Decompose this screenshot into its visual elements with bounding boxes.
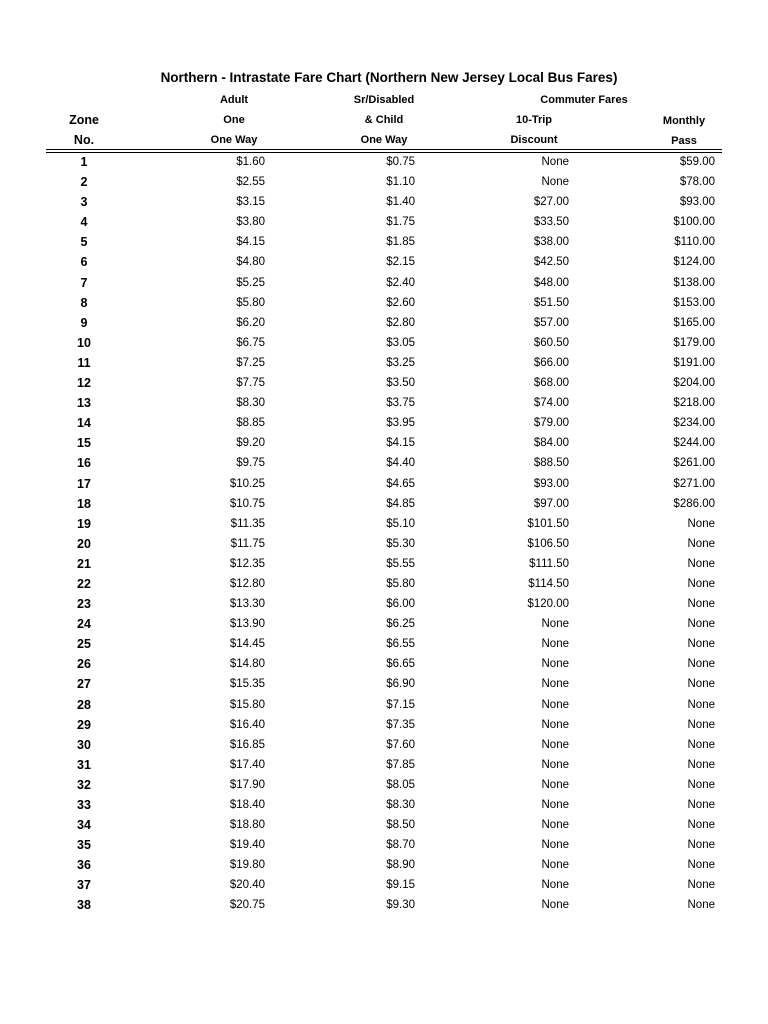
adult-one-way-fare: $13.30	[229, 598, 265, 611]
sr-child-one-way-fare: $3.75	[386, 397, 415, 410]
adult-one-way-fare: $17.90	[229, 778, 265, 791]
adult-one-way-fare: $4.80	[236, 256, 265, 269]
monthly-pass-fare: $78.00	[679, 176, 715, 189]
zone-number: 16	[77, 456, 91, 471]
ten-trip-fare: $33.50	[533, 216, 569, 229]
header-monthly-line2: Pass	[671, 135, 697, 147]
ten-trip-fare: None	[541, 839, 569, 852]
ten-trip-fare: $88.50	[533, 457, 569, 470]
ten-trip-fare: None	[541, 156, 569, 168]
adult-one-way-fare: $11.75	[230, 537, 265, 550]
monthly-pass-fare: None	[687, 778, 715, 791]
monthly-pass-fare: None	[687, 819, 715, 832]
adult-one-way-fare: $20.75	[229, 899, 265, 912]
sr-child-one-way-fare: $8.30	[386, 799, 415, 811]
table-row	[0, 293, 768, 313]
ten-trip-fare: $60.50	[533, 336, 569, 349]
table-row	[0, 252, 768, 272]
table-row	[0, 192, 768, 212]
table-row	[0, 333, 768, 353]
monthly-pass-fare: $153.00	[673, 296, 715, 309]
sr-child-one-way-fare: $8.70	[386, 839, 415, 852]
adult-one-way-fare: $10.25	[229, 477, 265, 490]
table-row	[0, 172, 768, 192]
header-adult-line2: One	[223, 114, 245, 126]
monthly-pass-fare: None	[687, 517, 715, 530]
monthly-pass-fare: $165.00	[673, 316, 715, 329]
monthly-pass-fare: None	[687, 557, 715, 570]
zone-number: 10	[77, 335, 91, 350]
zone-number: 25	[77, 637, 91, 652]
table-row	[0, 835, 768, 855]
sr-child-one-way-fare: $1.85	[386, 236, 415, 249]
table-row	[0, 715, 768, 735]
table-row	[0, 433, 768, 453]
adult-one-way-fare: $6.20	[236, 316, 265, 329]
sr-child-one-way-fare: $5.55	[386, 557, 415, 570]
zone-number: 38	[77, 898, 91, 913]
zone-number: 22	[77, 576, 91, 591]
table-row	[0, 373, 768, 393]
monthly-pass-fare: $93.00	[679, 196, 715, 209]
adult-one-way-fare: $3.80	[236, 216, 265, 229]
table-row	[0, 494, 768, 514]
adult-one-way-fare: $4.15	[236, 236, 265, 249]
zone-number: 14	[77, 416, 91, 431]
ten-trip-fare: None	[541, 819, 569, 832]
adult-one-way-fare: $11.35	[230, 517, 265, 530]
monthly-pass-fare: $204.00	[673, 377, 715, 390]
sr-child-one-way-fare: $8.05	[386, 778, 415, 791]
monthly-pass-fare: None	[687, 598, 715, 611]
table-row	[0, 393, 768, 413]
table-row	[0, 212, 768, 232]
sr-child-one-way-fare: $4.15	[386, 437, 415, 450]
sr-child-one-way-fare: $1.10	[386, 176, 415, 189]
zone-number: 27	[77, 677, 91, 692]
ten-trip-fare: None	[541, 899, 569, 912]
monthly-pass-fare: None	[687, 758, 715, 771]
table-row	[0, 554, 768, 574]
ten-trip-fare: $51.50	[533, 296, 569, 309]
sr-child-one-way-fare: $6.55	[386, 638, 415, 651]
ten-trip-fare: $120.00	[527, 598, 569, 611]
adult-one-way-fare: $8.30	[236, 397, 265, 410]
ten-trip-fare: $79.00	[533, 417, 569, 430]
ten-trip-fare: None	[541, 799, 569, 811]
zone-number: 26	[77, 657, 91, 672]
adult-one-way-fare: $7.25	[236, 356, 265, 369]
adult-one-way-fare: $18.80	[229, 819, 265, 832]
monthly-pass-fare: $100.00	[673, 216, 715, 229]
table-row	[0, 474, 768, 494]
ten-trip-fare: $114.50	[528, 577, 569, 590]
monthly-pass-fare: None	[687, 859, 715, 872]
sr-child-one-way-fare: $7.60	[386, 738, 415, 751]
monthly-pass-fare: None	[687, 577, 715, 590]
sr-child-one-way-fare: $6.65	[386, 658, 415, 671]
monthly-pass-fare: $234.00	[673, 417, 715, 430]
ten-trip-fare: $74.00	[533, 397, 569, 410]
adult-one-way-fare: $6.75	[236, 336, 265, 349]
table-row	[0, 574, 768, 594]
ten-trip-fare: $93.00	[533, 477, 569, 490]
ten-trip-fare: None	[541, 718, 569, 731]
ten-trip-fare: $42.50	[533, 256, 569, 269]
zone-number: 17	[77, 476, 91, 491]
monthly-pass-fare: None	[687, 658, 715, 671]
ten-trip-fare: None	[541, 859, 569, 872]
ten-trip-fare: $111.50	[529, 557, 569, 570]
adult-one-way-fare: $5.25	[236, 276, 265, 289]
monthly-pass-fare: None	[687, 638, 715, 651]
adult-one-way-fare: $16.40	[229, 718, 265, 731]
zone-number: 2	[80, 175, 88, 190]
ten-trip-fare: $48.00	[533, 276, 569, 289]
header-monthly-line1: Monthly	[662, 115, 706, 127]
sr-child-one-way-fare: $5.10	[386, 517, 415, 530]
ten-trip-fare: None	[541, 618, 569, 631]
monthly-pass-fare: None	[687, 718, 715, 731]
zone-number: 8	[80, 295, 88, 310]
table-row	[0, 614, 768, 634]
sr-child-one-way-fare: $4.65	[386, 477, 415, 490]
sr-child-one-way-fare: $2.15	[386, 256, 415, 269]
sr-child-one-way-fare: $5.30	[386, 537, 415, 550]
ten-trip-fare: $57.00	[533, 316, 569, 329]
sr-child-one-way-fare: $9.30	[386, 899, 415, 912]
header-sr-line3: One Way	[360, 134, 408, 146]
ten-trip-fare: $106.50	[527, 537, 569, 550]
zone-number: 29	[77, 717, 91, 732]
sr-child-one-way-fare: $8.50	[386, 819, 415, 832]
ten-trip-fare: $38.00	[533, 236, 569, 249]
ten-trip-fare: None	[541, 698, 569, 711]
monthly-pass-fare: None	[687, 799, 715, 811]
table-row	[0, 775, 768, 795]
adult-one-way-fare: $2.55	[236, 176, 265, 189]
sr-child-one-way-fare: $9.15	[386, 879, 415, 892]
ten-trip-fare: None	[541, 678, 569, 691]
monthly-pass-fare: $218.00	[673, 397, 715, 410]
header-sr-line2: & Child	[364, 114, 404, 126]
adult-one-way-fare: $9.75	[236, 457, 265, 470]
zone-number: 32	[77, 777, 91, 792]
monthly-pass-fare: $191.00	[673, 356, 715, 369]
table-row	[0, 674, 768, 694]
header-adult-line3: One Way	[210, 134, 258, 146]
zone-number: 35	[77, 838, 91, 853]
table-row	[0, 232, 768, 252]
table-row	[0, 815, 768, 835]
ten-trip-fare: $97.00	[533, 497, 569, 510]
ten-trip-fare: None	[541, 658, 569, 671]
sr-child-one-way-fare: $6.00	[386, 598, 415, 611]
table-row	[0, 795, 768, 815]
adult-one-way-fare: $9.20	[236, 437, 265, 450]
fare-table-body	[0, 152, 768, 916]
adult-one-way-fare: $3.15	[236, 196, 265, 209]
adult-one-way-fare: $14.80	[229, 658, 265, 671]
page-title: Northern - Intrastate Fare Chart (Northern New Jersey Local Bus Fares)	[160, 70, 618, 85]
table-row	[0, 594, 768, 614]
zone-number: 30	[77, 737, 91, 752]
sr-child-one-way-fare: $7.15	[386, 698, 415, 711]
header-sr-line1: Sr/Disabled	[353, 94, 415, 106]
sr-child-one-way-fare: $2.60	[386, 296, 415, 309]
sr-child-one-way-fare: $3.95	[386, 417, 415, 430]
ten-trip-fare: $27.00	[533, 196, 569, 209]
adult-one-way-fare: $15.80	[229, 698, 265, 711]
zone-number: 13	[77, 396, 91, 411]
header-ten-trip-line1: 10-Trip	[515, 114, 553, 126]
adult-one-way-fare: $15.35	[229, 678, 265, 691]
adult-one-way-fare: $1.60	[236, 156, 265, 168]
zone-number: 24	[77, 617, 91, 632]
ten-trip-fare: $68.00	[533, 377, 569, 390]
header-zone-line2: No.	[73, 133, 95, 147]
monthly-pass-fare: None	[687, 738, 715, 751]
header-zone-line1: Zone	[69, 113, 99, 127]
adult-one-way-fare: $20.40	[229, 879, 265, 892]
ten-trip-fare: $66.00	[533, 356, 569, 369]
sr-child-one-way-fare: $1.40	[386, 196, 415, 209]
ten-trip-fare: None	[541, 778, 569, 791]
table-row	[0, 895, 768, 915]
adult-one-way-fare: $10.75	[229, 497, 265, 510]
zone-number: 36	[77, 858, 91, 873]
zone-number: 15	[77, 436, 91, 451]
table-row	[0, 654, 768, 674]
table-row	[0, 273, 768, 293]
zone-number: 21	[77, 556, 91, 571]
monthly-pass-fare: None	[687, 879, 715, 892]
sr-child-one-way-fare: $5.80	[386, 577, 415, 590]
zone-number: 9	[80, 315, 88, 330]
sr-child-one-way-fare: $7.85	[386, 758, 415, 771]
table-row	[0, 755, 768, 775]
monthly-pass-fare: $261.00	[673, 457, 715, 470]
zone-number: 7	[80, 275, 88, 290]
zone-number: 6	[80, 255, 88, 270]
adult-one-way-fare: $13.90	[229, 618, 265, 631]
monthly-pass-fare: None	[687, 839, 715, 852]
ten-trip-fare: None	[541, 176, 569, 189]
sr-child-one-way-fare: $3.50	[386, 377, 415, 390]
sr-child-one-way-fare: $1.75	[386, 216, 415, 229]
monthly-pass-fare: $124.00	[673, 256, 715, 269]
table-row	[0, 855, 768, 875]
header-ten-trip-line2: Discount	[510, 134, 558, 146]
sr-child-one-way-fare: $2.40	[386, 276, 415, 289]
zone-number: 33	[77, 798, 91, 812]
zone-number: 37	[77, 878, 91, 893]
zone-number: 19	[77, 516, 91, 531]
monthly-pass-fare: None	[687, 698, 715, 711]
zone-number: 28	[77, 697, 91, 712]
sr-child-one-way-fare: $7.35	[386, 718, 415, 731]
sr-child-one-way-fare: $2.80	[386, 316, 415, 329]
sr-child-one-way-fare: $3.05	[386, 336, 415, 349]
adult-one-way-fare: $7.75	[236, 377, 265, 390]
zone-number: 1	[80, 155, 88, 169]
monthly-pass-fare: $110.00	[674, 236, 715, 249]
monthly-pass-fare: $286.00	[673, 497, 715, 510]
ten-trip-fare: None	[541, 638, 569, 651]
table-row	[0, 634, 768, 654]
zone-number: 5	[80, 235, 88, 250]
adult-one-way-fare: $18.40	[229, 799, 265, 811]
zone-number: 4	[80, 215, 88, 230]
zone-number: 31	[77, 757, 91, 772]
zone-number: 20	[77, 536, 91, 551]
adult-one-way-fare: $16.85	[229, 738, 265, 751]
table-row	[0, 695, 768, 715]
monthly-pass-fare: $244.00	[673, 437, 715, 450]
monthly-pass-fare: None	[687, 899, 715, 912]
sr-child-one-way-fare: $6.90	[386, 678, 415, 691]
ten-trip-fare: $101.50	[527, 517, 569, 530]
table-row	[0, 534, 768, 554]
adult-one-way-fare: $17.40	[229, 758, 265, 771]
adult-one-way-fare: $8.85	[236, 417, 265, 430]
table-row	[0, 875, 768, 895]
ten-trip-fare: $84.00	[533, 437, 569, 450]
table-row	[0, 453, 768, 473]
table-row	[0, 514, 768, 534]
monthly-pass-fare: None	[687, 678, 715, 691]
monthly-pass-fare: $271.00	[673, 477, 715, 490]
table-row	[0, 152, 768, 172]
monthly-pass-fare: None	[687, 537, 715, 550]
monthly-pass-fare: $138.00	[673, 276, 715, 289]
ten-trip-fare: None	[541, 738, 569, 751]
ten-trip-fare: None	[541, 758, 569, 771]
adult-one-way-fare: $19.80	[229, 859, 265, 872]
zone-number: 3	[80, 195, 88, 210]
adult-one-way-fare: $12.80	[229, 577, 265, 590]
ten-trip-fare: None	[541, 879, 569, 892]
header-adult-line1: Adult	[219, 94, 249, 106]
adult-one-way-fare: $5.80	[236, 296, 265, 309]
sr-child-one-way-fare: $6.25	[386, 618, 415, 631]
zone-number: 12	[77, 376, 91, 391]
header-rule-top	[46, 149, 722, 150]
table-row	[0, 413, 768, 433]
header-commuter-fares: Commuter Fares	[540, 94, 628, 106]
zone-number: 23	[77, 597, 91, 612]
table-row	[0, 735, 768, 755]
monthly-pass-fare: None	[687, 618, 715, 631]
table-row	[0, 313, 768, 333]
adult-one-way-fare: $14.45	[229, 638, 265, 651]
sr-child-one-way-fare: $8.90	[386, 859, 415, 872]
zone-number: 34	[77, 818, 91, 833]
monthly-pass-fare: $179.00	[673, 336, 715, 349]
sr-child-one-way-fare: $3.25	[386, 356, 415, 369]
sr-child-one-way-fare: $4.40	[386, 457, 415, 470]
sr-child-one-way-fare: $0.75	[386, 156, 415, 168]
adult-one-way-fare: $19.40	[229, 839, 265, 852]
monthly-pass-fare: $59.00	[679, 156, 715, 168]
zone-number: 18	[77, 496, 91, 511]
zone-number: 11	[77, 355, 91, 370]
table-row	[0, 353, 768, 373]
sr-child-one-way-fare: $4.85	[386, 497, 415, 510]
adult-one-way-fare: $12.35	[229, 557, 265, 570]
